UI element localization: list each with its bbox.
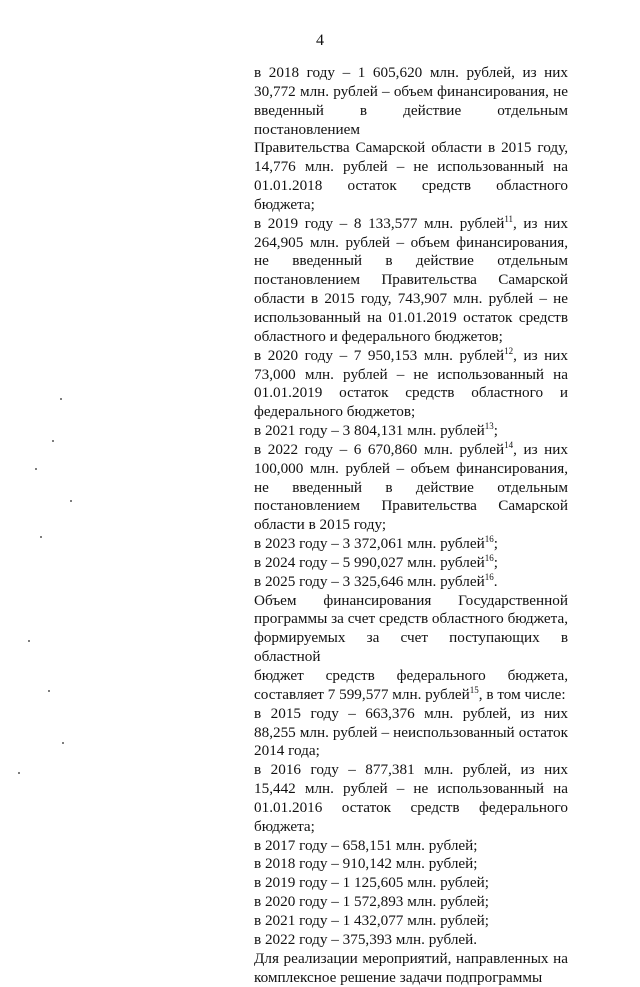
- footnote-ref: 12: [504, 346, 513, 356]
- text-line: [254, 102, 568, 140]
- footnote-ref: 11: [504, 214, 513, 224]
- text-run: Для реализации мероприятий, направленных на: [254, 950, 568, 967]
- text-run: в 2020 году – 1 572,893 млн. рублей;: [254, 893, 489, 910]
- text-run: использованный на 01.01.2019 остаток средств: [254, 309, 568, 326]
- text-line: [254, 780, 568, 799]
- text-line: [254, 384, 568, 403]
- text-line: [254, 290, 568, 309]
- text-line: [254, 931, 568, 950]
- text-line: [254, 629, 568, 667]
- text-line: [254, 912, 568, 931]
- text-run: в 2018 году – 910,142 млн. рублей;: [254, 855, 478, 872]
- document-body: [254, 64, 568, 987]
- text-line: [254, 893, 568, 912]
- text-line: [254, 837, 568, 856]
- text-line: [254, 535, 568, 554]
- text-line: [254, 497, 568, 516]
- text-run: введенный в действие отдельным постановлением: [254, 102, 568, 138]
- text-run: в 2019 году – 1 125,605 млн. рублей;: [254, 874, 489, 891]
- text-run: в 2025 году – 3 325,646 млн. рублей: [254, 573, 485, 590]
- text-line: [254, 705, 568, 724]
- text-line: [254, 83, 568, 102]
- text-run: в 2024 году – 5 990,027 млн. рублей: [254, 554, 485, 571]
- text-run: 15,442 млн. рублей – не использованный на: [254, 780, 568, 797]
- text-run: в 2021 году – 3 804,131 млн. рублей: [254, 422, 485, 439]
- footnote-ref: 15: [470, 685, 479, 695]
- text-line: [254, 479, 568, 498]
- text-line: [254, 403, 568, 422]
- text-run: бюджет средств федерального бюджета,: [254, 667, 568, 684]
- text-run: в 2018 году – 1 605,620 млн. рублей, из них: [254, 64, 568, 81]
- text-run: областного и федерального бюджетов;: [254, 328, 503, 345]
- text-run: постановлением Правительства Самарской: [254, 497, 568, 514]
- text-run: не введенный в действие отдельным: [254, 479, 568, 496]
- text-line: [254, 328, 568, 347]
- text-run: постановлением Правительства Самарской: [254, 271, 568, 288]
- text-run: области в 2015 году;: [254, 516, 386, 533]
- text-line: [254, 667, 568, 686]
- text-line: [254, 177, 568, 215]
- text-run: составляет 7 599,577 млн. рублей: [254, 686, 470, 703]
- text-run: ;: [494, 554, 498, 571]
- text-run: 30,772 млн. рублей – объем финансирования, не: [254, 83, 568, 100]
- text-run: 01.01.2019 остаток средств областного и: [254, 384, 568, 401]
- text-run: формируемых за счет поступающих в областной: [254, 629, 568, 665]
- text-line: [254, 855, 568, 874]
- text-run: 14,776 млн. рублей – не использованный на: [254, 158, 568, 175]
- text-run: Объем финансирования Государственной: [254, 592, 568, 609]
- text-line: [254, 592, 568, 611]
- text-run: Правительства Самарской области в 2015 году,: [254, 139, 568, 156]
- text-line: [254, 610, 568, 629]
- text-run: 100,000 млн. рублей – объем финансирования,: [254, 460, 568, 477]
- text-run: , в том числе:: [479, 686, 566, 703]
- text-line: [254, 724, 568, 743]
- text-run: в 2015 году – 663,376 млн. рублей, из них: [254, 705, 568, 722]
- text-line: [254, 158, 568, 177]
- text-line: [254, 309, 568, 328]
- text-line: [254, 554, 568, 573]
- text-run: 88,255 млн. рублей – неиспользованный остаток: [254, 724, 568, 741]
- text-line: [254, 366, 568, 385]
- text-line: [254, 347, 568, 366]
- text-run: не введенный в действие отдельным: [254, 252, 568, 269]
- text-run: 01.01.2016 остаток средств федерального бюджета;: [254, 799, 568, 835]
- text-line: [254, 64, 568, 83]
- text-line: [254, 516, 568, 535]
- text-line: [254, 252, 568, 271]
- footnote-ref: 16: [485, 572, 494, 582]
- text-line: [254, 742, 568, 761]
- text-run: в 2023 году – 3 372,061 млн. рублей: [254, 535, 485, 552]
- text-line: [254, 460, 568, 479]
- text-run: 73,000 млн. рублей – не использованный на: [254, 366, 568, 383]
- text-run: ;: [494, 535, 498, 552]
- text-line: [254, 969, 568, 987]
- text-run: в 2016 году – 877,381 млн. рублей, из них: [254, 761, 568, 778]
- text-run: области в 2015 году, 743,907 млн. рублей – не: [254, 290, 568, 307]
- text-run: , из них: [513, 441, 568, 458]
- text-line: [254, 874, 568, 893]
- text-run: 01.01.2018 остаток средств областного бюджета;: [254, 177, 568, 213]
- text-line: [254, 271, 568, 290]
- text-run: в 2019 году – 8 133,577 млн. рублей: [254, 215, 504, 232]
- page-number: 4: [0, 32, 640, 50]
- text-line: [254, 422, 568, 441]
- text-run: в 2021 году – 1 432,077 млн. рублей;: [254, 912, 489, 929]
- text-run: в 2017 году – 658,151 млн. рублей;: [254, 837, 478, 854]
- text-line: [254, 441, 568, 460]
- text-run: , из них: [513, 347, 568, 364]
- text-run: 2014 года;: [254, 742, 320, 759]
- text-run: комплексное решение задачи подпрограммы: [254, 969, 542, 986]
- text-run: .: [494, 573, 498, 590]
- text-run: 264,905 млн. рублей – объем финансирования,: [254, 234, 568, 251]
- text-line: [254, 761, 568, 780]
- text-line: [254, 573, 568, 592]
- footnote-ref: 16: [485, 553, 494, 563]
- text-line: [254, 686, 568, 705]
- text-run: в 2020 году – 7 950,153 млн. рублей: [254, 347, 504, 364]
- text-run: ;: [494, 422, 498, 439]
- text-line: [254, 950, 568, 969]
- text-run: в 2022 году – 6 670,860 млн. рублей: [254, 441, 504, 458]
- text-run: программы за счет средств областного бюджета,: [254, 610, 568, 627]
- text-run: , из них: [513, 215, 568, 232]
- footnote-ref: 13: [485, 421, 494, 431]
- text-run: в 2022 году – 375,393 млн. рублей.: [254, 931, 477, 948]
- text-line: [254, 234, 568, 253]
- text-line: [254, 799, 568, 837]
- text-line: [254, 139, 568, 158]
- text-line: [254, 215, 568, 234]
- text-run: федерального бюджетов;: [254, 403, 415, 420]
- footnote-ref: 16: [485, 534, 494, 544]
- footnote-ref: 14: [504, 440, 513, 450]
